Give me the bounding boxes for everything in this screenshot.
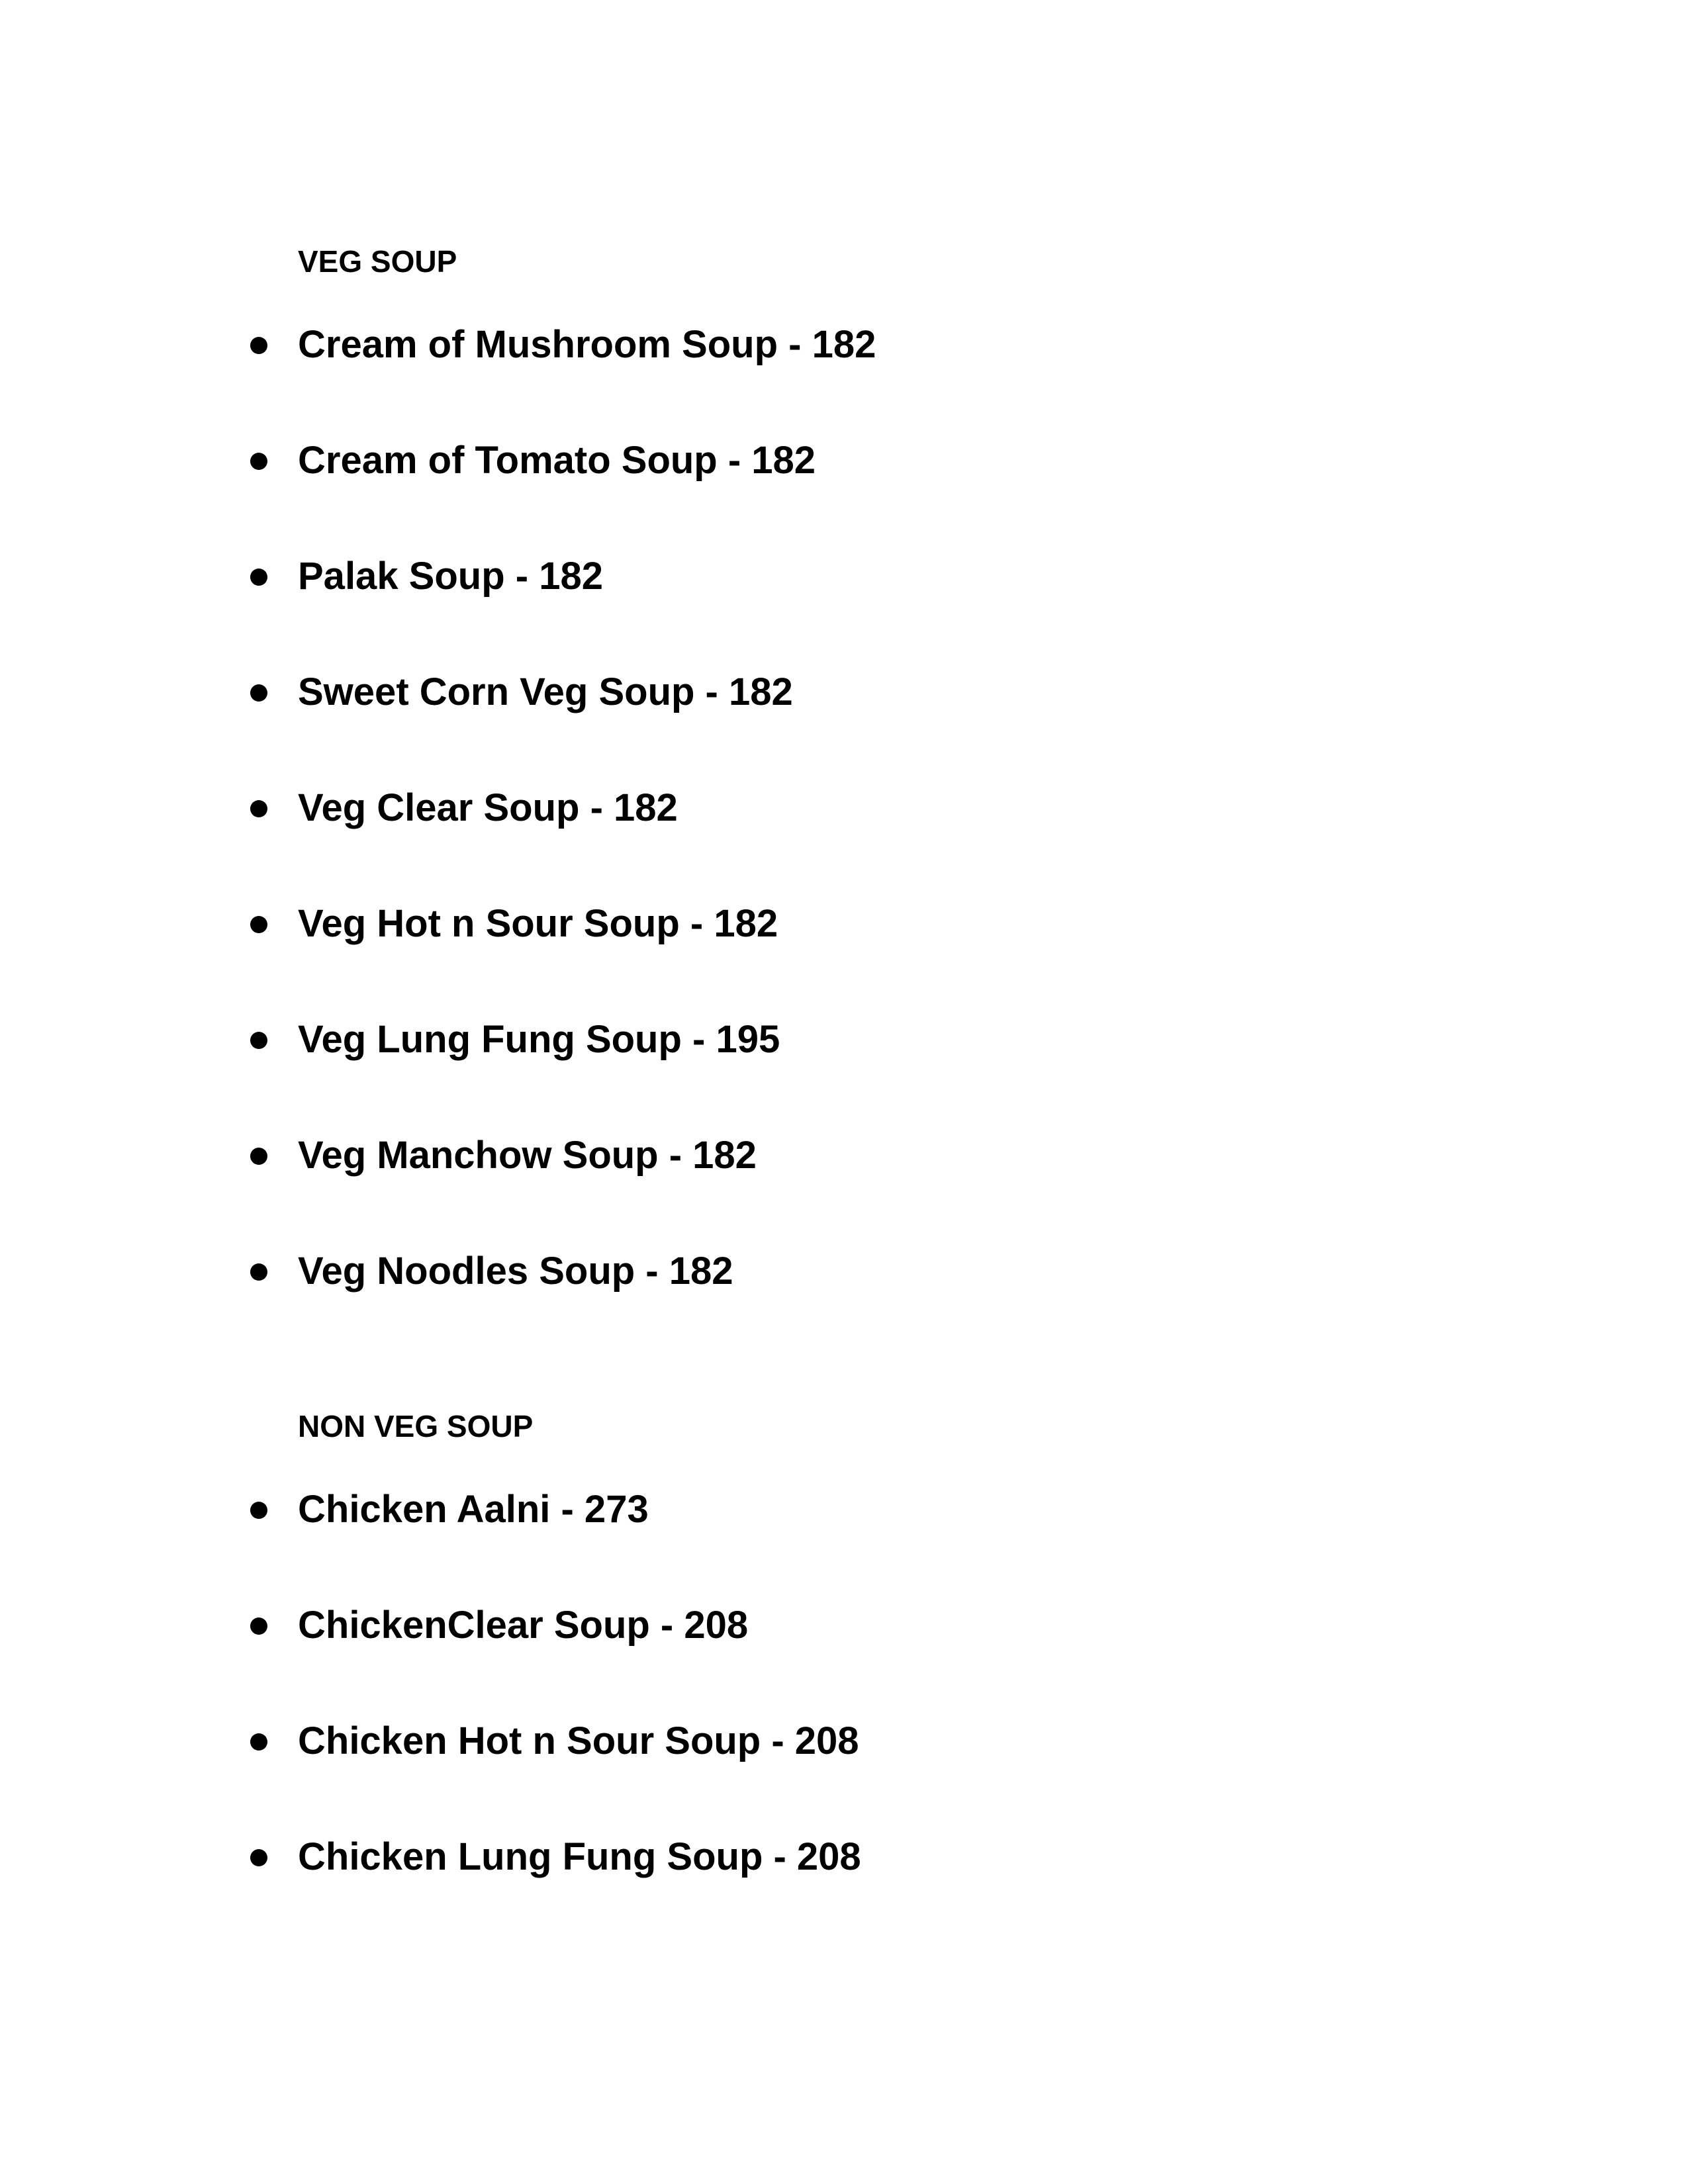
bullet-icon	[250, 1502, 267, 1519]
menu-item-text: ChickenClear Soup - 208	[298, 1604, 749, 1647]
bullet-icon	[250, 800, 267, 817]
list-item	[0, 550, 1688, 666]
veg-soup-section	[0, 235, 1688, 1298]
veg-soup-list	[0, 318, 1688, 1298]
section-heading: VEG SOUP	[298, 244, 457, 279]
bullet-icon	[250, 1148, 267, 1165]
menu-item-text: Veg Manchow Soup - 182	[298, 1134, 757, 1177]
menu-item-text: Veg Noodles Soup - 182	[298, 1250, 733, 1293]
menu-item-text: Veg Lung Fung Soup - 195	[298, 1018, 780, 1061]
list-item	[0, 782, 1688, 897]
menu-item-text: Veg Hot n Sour Soup - 182	[298, 902, 778, 945]
bullet-icon	[250, 337, 267, 354]
menu-item-text: Sweet Corn Veg Soup - 182	[298, 670, 793, 713]
bullet-icon	[250, 684, 267, 702]
list-item	[0, 666, 1688, 782]
non-veg-soup-list	[0, 1483, 1688, 1884]
menu-item-text: Chicken Hot n Sour Soup - 208	[298, 1719, 859, 1762]
bullet-icon	[250, 1617, 267, 1635]
list-item	[0, 897, 1688, 1013]
bullet-icon	[250, 1849, 267, 1866]
menu-item-text: Chicken Lung Fung Soup - 208	[298, 1835, 861, 1878]
list-item	[0, 1245, 1688, 1298]
menu-item-text: Cream of Tomato Soup - 182	[298, 439, 816, 482]
bullet-icon	[250, 1032, 267, 1049]
menu-item-text: Veg Clear Soup - 182	[298, 786, 678, 829]
list-item	[0, 1831, 1688, 1884]
list-item	[0, 1129, 1688, 1245]
bullet-icon	[250, 569, 267, 586]
non-veg-soup-section	[0, 1400, 1688, 1884]
list-item	[0, 434, 1688, 550]
list-item	[0, 318, 1688, 434]
menu-item-text: Palak Soup - 182	[298, 555, 603, 598]
section-heading: NON VEG SOUP	[298, 1409, 534, 1443]
list-item	[0, 1013, 1688, 1129]
list-item	[0, 1715, 1688, 1831]
bullet-icon	[250, 916, 267, 933]
bullet-icon	[250, 1733, 267, 1751]
menu-item-text: Cream of Mushroom Soup - 182	[298, 323, 876, 366]
bullet-icon	[250, 1263, 267, 1281]
bullet-icon	[250, 453, 267, 470]
list-item	[0, 1599, 1688, 1715]
menu-item-text: Chicken Aalni - 273	[298, 1488, 649, 1531]
list-item	[0, 1483, 1688, 1599]
